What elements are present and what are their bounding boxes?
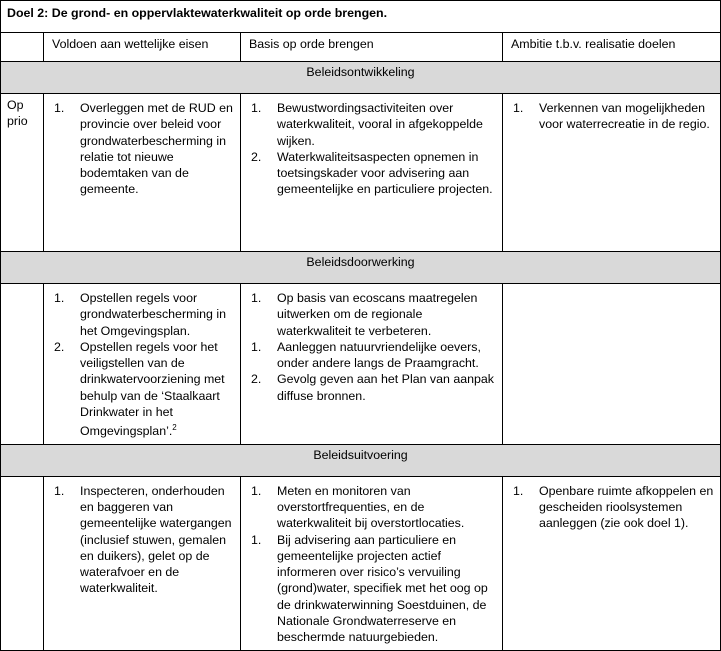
list-item-number: 1. (251, 532, 262, 547)
list-cell (44, 94, 241, 252)
list-item (54, 483, 236, 597)
numbered-list (241, 94, 502, 202)
list-cell (503, 476, 721, 650)
list-item-number: 2. (251, 372, 262, 387)
list-item-text (539, 483, 716, 532)
list-cell (44, 476, 241, 650)
section-heading-beleidsuitvoering: Beleidsuitvoering (1, 444, 721, 476)
list-cell (503, 284, 721, 445)
list-item-number: 1. (513, 483, 524, 498)
list-item-text-content: Aanleggen natuurvriendelijke oevers, onder andere langs de Praamgracht. (277, 339, 481, 371)
list-item-number: 1. (513, 101, 524, 115)
list-item-text-content: Op basis van ecoscans maatregelen uitwerken om de regionale waterkwaliteit te verbeteren. (277, 291, 478, 338)
list-item-text (277, 149, 498, 198)
list-item-text (539, 100, 716, 133)
list-item (54, 339, 236, 440)
list-item-number: 1. (251, 291, 262, 305)
list-item-number: 1. (251, 483, 262, 498)
numbered-list (503, 477, 720, 536)
list-item-text (277, 483, 498, 532)
list-item-number: 2. (251, 149, 262, 164)
list-item (251, 483, 498, 532)
list-cell (241, 284, 503, 445)
list-item-text-content: Gevolg geven aan het Plan van aanpak diffuse bronnen. (277, 372, 494, 403)
list-item-text-content: Waterkwaliteitsaspecten opnemen in toetsingskader voor advisering aan gemeentelijke en particuliere projecten. (277, 149, 493, 197)
list-item (251, 339, 498, 372)
list-item-text-content: Bij advisering aan particuliere en gemeentelijke projecten actief informeren over risico’s vervuiling (grond)water, specifiek met het oog op de drinkwaterwinning Soestduinen, de Nationale Grondwaterreserve en beschermde natuurgebieden. (277, 532, 488, 645)
prio-label: Op prio (7, 98, 28, 129)
list-item-text (277, 532, 498, 646)
list-item-text (277, 290, 498, 339)
section-row-beleidsuitvoering (1, 476, 721, 650)
numbered-list (241, 284, 502, 408)
numbered-list (241, 477, 502, 650)
list-item (251, 371, 498, 404)
footnote-marker: 2 (172, 423, 177, 433)
list-item-number: 2. (54, 339, 65, 354)
list-item-number: 1. (54, 291, 65, 305)
list-item-text (277, 100, 498, 149)
list-item-text-content: Opstellen regels voor het veiligstellen van de drinkwatervoorziening met behulp van de ‘Staalkaart Drinkwater in het Omgevingsplan’. (80, 339, 225, 439)
list-cell (44, 284, 241, 445)
list-cell (503, 94, 721, 252)
list-cell (241, 476, 503, 650)
list-item (251, 100, 498, 149)
list-item-text-content: Bewustwordingsactiviteiten over waterkwaliteit, vooral in afgekoppelde wijken. (277, 101, 483, 148)
list-item-text (80, 483, 236, 597)
header-cell-empty (1, 33, 44, 62)
list-item (251, 290, 498, 339)
list-item (513, 483, 716, 532)
list-item-text-content: Openbare ruimte afkoppelen en gescheiden rioolsystemen aanleggen (zie ook doel 1). (539, 483, 714, 531)
section-heading-beleidsontwikkeling: Beleidsontwikkeling (1, 62, 721, 94)
list-item-number: 1. (54, 101, 65, 115)
title-row (1, 1, 721, 33)
numbered-list (44, 94, 240, 202)
list-item-number: 1. (54, 483, 65, 498)
list-item (54, 290, 236, 339)
list-item (513, 100, 716, 133)
section-heading-beleidsdoorwerking: Beleidsdoorwerking (1, 252, 721, 284)
title-cell (1, 1, 721, 33)
list-item-text (80, 100, 236, 198)
list-item-text (80, 290, 236, 339)
list-item-text (80, 339, 236, 440)
section-row-beleidsdoorwerking (1, 284, 721, 445)
list-cell (241, 94, 503, 252)
list-item (251, 149, 498, 198)
list-item (251, 532, 498, 646)
table-title: Doel 2: De grond- en oppervlaktewaterkwaliteit op orde brengen. (7, 6, 388, 20)
list-item-text-content: Verkennen van mogelijkheden voor waterrecreatie in de regio. (539, 101, 710, 132)
prio-cell (1, 476, 44, 650)
numbered-list (44, 284, 240, 444)
header-cell-wettelijke-eisen: Voldoen aan wettelijke eisen (44, 33, 241, 62)
prio-cell (1, 94, 44, 252)
section-heading-row (1, 444, 721, 476)
list-item-text (277, 339, 498, 372)
list-item (54, 100, 236, 198)
list-item-text-content: Overleggen met de RUD en provincie over beleid voor grondwaterbescherming in relatie tot nieuwe bodemtaken van de gemeente. (80, 101, 233, 197)
section-heading-row (1, 62, 721, 94)
list-item-text-content: Meten en monitoren van overstortfrequenties, en de waterkwaliteit bij overstortlocaties. (277, 483, 465, 531)
list-item-text (277, 371, 498, 404)
header-cell-basis-op-orde: Basis op orde brengen (241, 33, 503, 62)
list-item-number: 1. (251, 101, 262, 115)
numbered-list (503, 284, 720, 294)
list-item-text-content: Inspecteren, onderhouden en baggeren van gemeentelijke watergangen (inclusief stuwen, gemalen en duikers), gelet op de waterafvoer en de waterkwaliteit. (80, 483, 232, 596)
section-heading-row (1, 252, 721, 284)
list-item-text-content: Opstellen regels voor grondwaterbescherming in het Omgevingsplan. (80, 291, 227, 338)
list-item-number: 1. (251, 339, 262, 354)
prio-cell (1, 284, 44, 445)
section-row-beleidsontwikkeling (1, 94, 721, 252)
numbered-list (44, 477, 240, 601)
header-cell-ambitie: Ambitie t.b.v. realisatie doelen (503, 33, 721, 62)
numbered-list (503, 94, 720, 137)
header-row (1, 33, 721, 62)
